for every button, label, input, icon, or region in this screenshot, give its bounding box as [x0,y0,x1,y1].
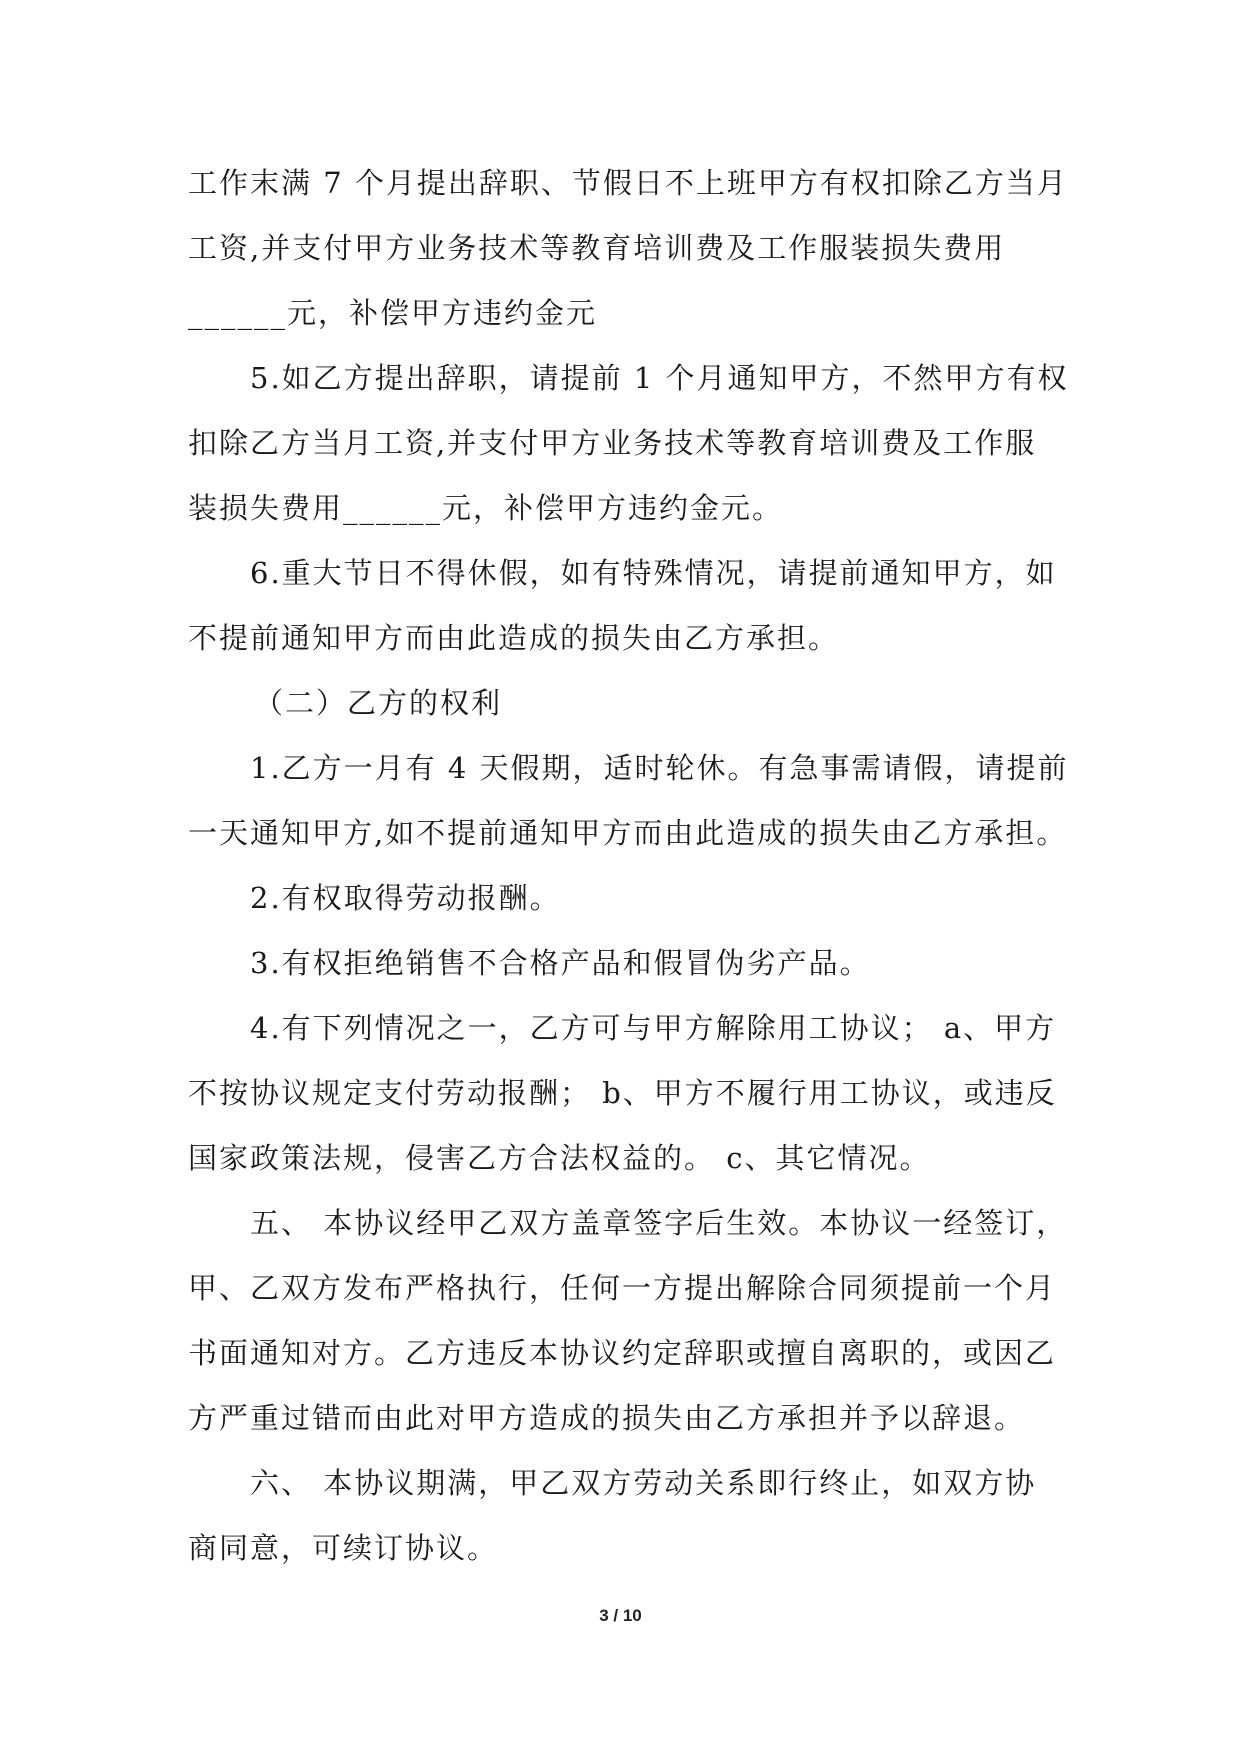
body-line: ______元，补偿甲方违约金元 [188,296,598,330]
clause-1-line: 1.乙方一月有 4 天假期，适时轮休。有急事需请假，请提前 [250,751,1069,785]
clause-5-line: 5.如乙方提出辞职，请提前 1 个月通知甲方，不然甲方有权 [250,361,1069,395]
article-6-line: 六、 本协议期满，甲乙双方劳动关系即行终止，如双方协 [250,1466,1037,1500]
clause-6-line: 6.重大节日不得休假，如有特殊情况，请提前通知甲方，如 [250,556,1057,590]
clause-3-line: 3.有权拒绝销售不合格产品和假冒伪劣产品。 [250,946,871,980]
body-line: 装损失费用______元，补偿甲方违约金元。 [188,491,784,525]
section-heading: （二）乙方的权利 [254,686,503,720]
body-line: 不按协议规定支付劳动报酬； b、甲方不履行用工协议，或违反 [188,1076,1057,1110]
body-line: 商同意，可续订协议。 [188,1531,499,1565]
article-5-line: 五、 本协议经甲乙双方盖章签字后生效。本协议一经签订， [250,1206,1068,1240]
page-number: 3 / 10 [599,1606,642,1625]
body-line: 扣除乙方当月工资,并支付甲方业务技术等教育培训费及工作服 [188,426,1037,460]
document-body [188,158,1069,1588]
body-line: 一天通知甲方,如不提前通知甲方而由此造成的损失由乙方承担。 [188,816,1068,850]
body-line: 书面通知对方。乙方违反本协议约定辞职或擅自离职的，或因乙 [188,1336,1057,1370]
body-line: 工资,并支付甲方业务技术等教育培训费及工作服装损失费用 [188,231,1006,265]
body-line: 甲、乙双方发布严格执行，任何一方提出解除合同须提前一个月 [188,1271,1057,1305]
body-line: 不提前通知甲方而由此造成的损失由乙方承担。 [188,621,840,655]
body-line: 方严重过错而由此对甲方造成的损失由乙方承担并予以辞退。 [188,1401,1026,1435]
body-line: 工作末满 7 个月提出辞职、节假日不上班甲方有权扣除乙方当月 [188,166,1068,200]
clause-2-line: 2.有权取得劳动报酬。 [250,881,561,915]
clause-4-line: 4.有下列情况之一，乙方可与甲方解除用工协议； a、甲方 [250,1011,1057,1045]
body-line: 国家政策法规，侵害乙方合法权益的。 c、其它情况。 [188,1141,931,1175]
